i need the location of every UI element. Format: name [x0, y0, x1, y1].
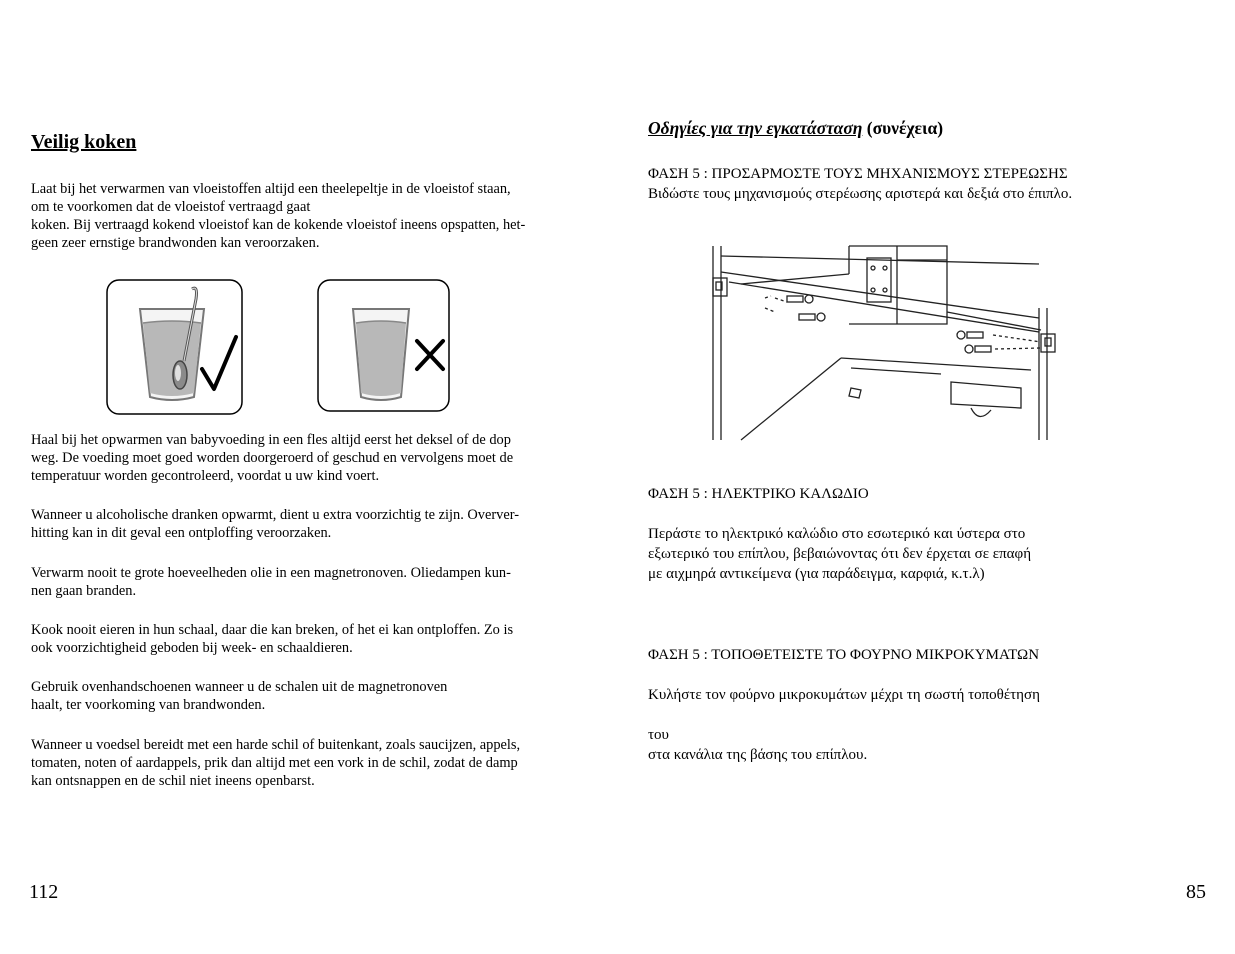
- section-title-suffix: (συνέχεια): [862, 118, 944, 138]
- step-heading: ΦΑΣΗ 5 : ΗΛΕΚΤΡΙΚΟ ΚΑΛΩΔΙΟ: [648, 486, 869, 502]
- paragraph: Laat bij het verwarmen van vloeistoffen altijd een theelepeltje in de vloeistof staan, om te voorkomen dat de vloeistof vertraagd gaat koken. Bij vertraagd kokend vloeistof kan de kokende vloeistof ineens opspatten, het- geen zeer ernstige brandwonden kan veroorzaken.: [31, 181, 526, 251]
- fixing-brackets-diagram: [701, 238, 1081, 457]
- right-page: [617, 0, 1235, 954]
- step-heading: ΦΑΣΗ 5 : ΤΟΠΟΘΕΤΕΙΣΤΕ ΤΟ ΦΟΥΡΝΟ ΜΙΚΡΟΚΥΜΑΤΩΝ: [648, 647, 1040, 663]
- page-title: Veilig koken: [31, 131, 137, 153]
- step-block: Κυλήστε τον φούρνο μικροκυμάτων μέχρι τη σωστή τοποθέτηση: [648, 687, 1040, 703]
- page-number: 85: [1186, 881, 1206, 903]
- paragraph: Gebruik ovenhandschoenen wanneer u de schalen uit de magnetronoven haalt, ter voorkoming van brandwonden.: [31, 679, 448, 713]
- paragraph: Haal bij het opwarmen van babyvoeding in een fles altijd eerst het deksel of de dop weg. De voeding moet goed worden doorgeroerd of geschud en vervolgens moet de temperatuur worden gecontroleerd, voordat u uw kind voert.: [31, 432, 514, 484]
- paragraph: Wanneer u voedsel bereidt met een harde schil of buitenkant, zoals saucijzen, appels, tomaten, noten of aardappels, prik dan altijd met een vork in de schil, zodat de damp kan ontsnappen en de schil niet ineens openbarst.: [31, 737, 521, 789]
- step-block: ΦΑΣΗ 5 : ΠΡΟΣΑΡΜΟΣΤΕ ΤΟΥΣ ΜΗΧΑΝΙΣΜΟΥΣ ΣΤΕΡΕΩΣΗΣ Βιδώστε τους μηχανισμούς στερέωσης αριστερά και δεξιά στο έπιπλο.: [648, 164, 1208, 204]
- step-block: Περάστε το ηλεκτρικό καλώδιο στο εσωτερικό και ύστερα στο εξωτερικό του επίπλου, βεβαιώνοντας ότι δεν έρχεται σε επαφή με αιχμηρά αντικείμενα (για παράδειγμα, καρφιά, κ.τ.λ): [648, 526, 1032, 582]
- paragraph: Verwarm nooit te grote hoeveelheden olie in een magnetronoven. Oliedampen kun- nen gaan branden.: [31, 565, 511, 599]
- glass-with-spoon-illustration: [106, 279, 244, 422]
- step-block: του στα κανάλια της βάσης του επίπλου.: [648, 727, 868, 763]
- paragraph: Kook nooit eieren in hun schaal, daar die kan breken, of het ei kan ontploffen. Zo is ook voorzichtigheid geboden bij week- en schaaldieren.: [31, 622, 514, 656]
- paragraph: Wanneer u alcoholische dranken opwarmt, dient u extra voorzichtig te zijn. Overver- hitting kan in dit geval een ontploffing veroorzaken.: [31, 507, 520, 541]
- page-number: 112: [29, 881, 59, 903]
- step-heading: ΦΑΣΗ 5 : ΠΡΟΣΑΡΜΟΣΤΕ ΤΟΥΣ ΜΗΧΑΝΙΣΜΟΥΣ ΣΤΕΡΕΩΣΗΣ: [648, 166, 1068, 182]
- section-title: [648, 118, 943, 139]
- glass-without-spoon-illustration: [317, 279, 452, 419]
- step-block: [648, 484, 1208, 504]
- step-block: [648, 645, 1208, 665]
- left-page: [0, 0, 617, 954]
- section-title-underlined: Οδηγίες για την εγκατάσταση: [648, 118, 863, 138]
